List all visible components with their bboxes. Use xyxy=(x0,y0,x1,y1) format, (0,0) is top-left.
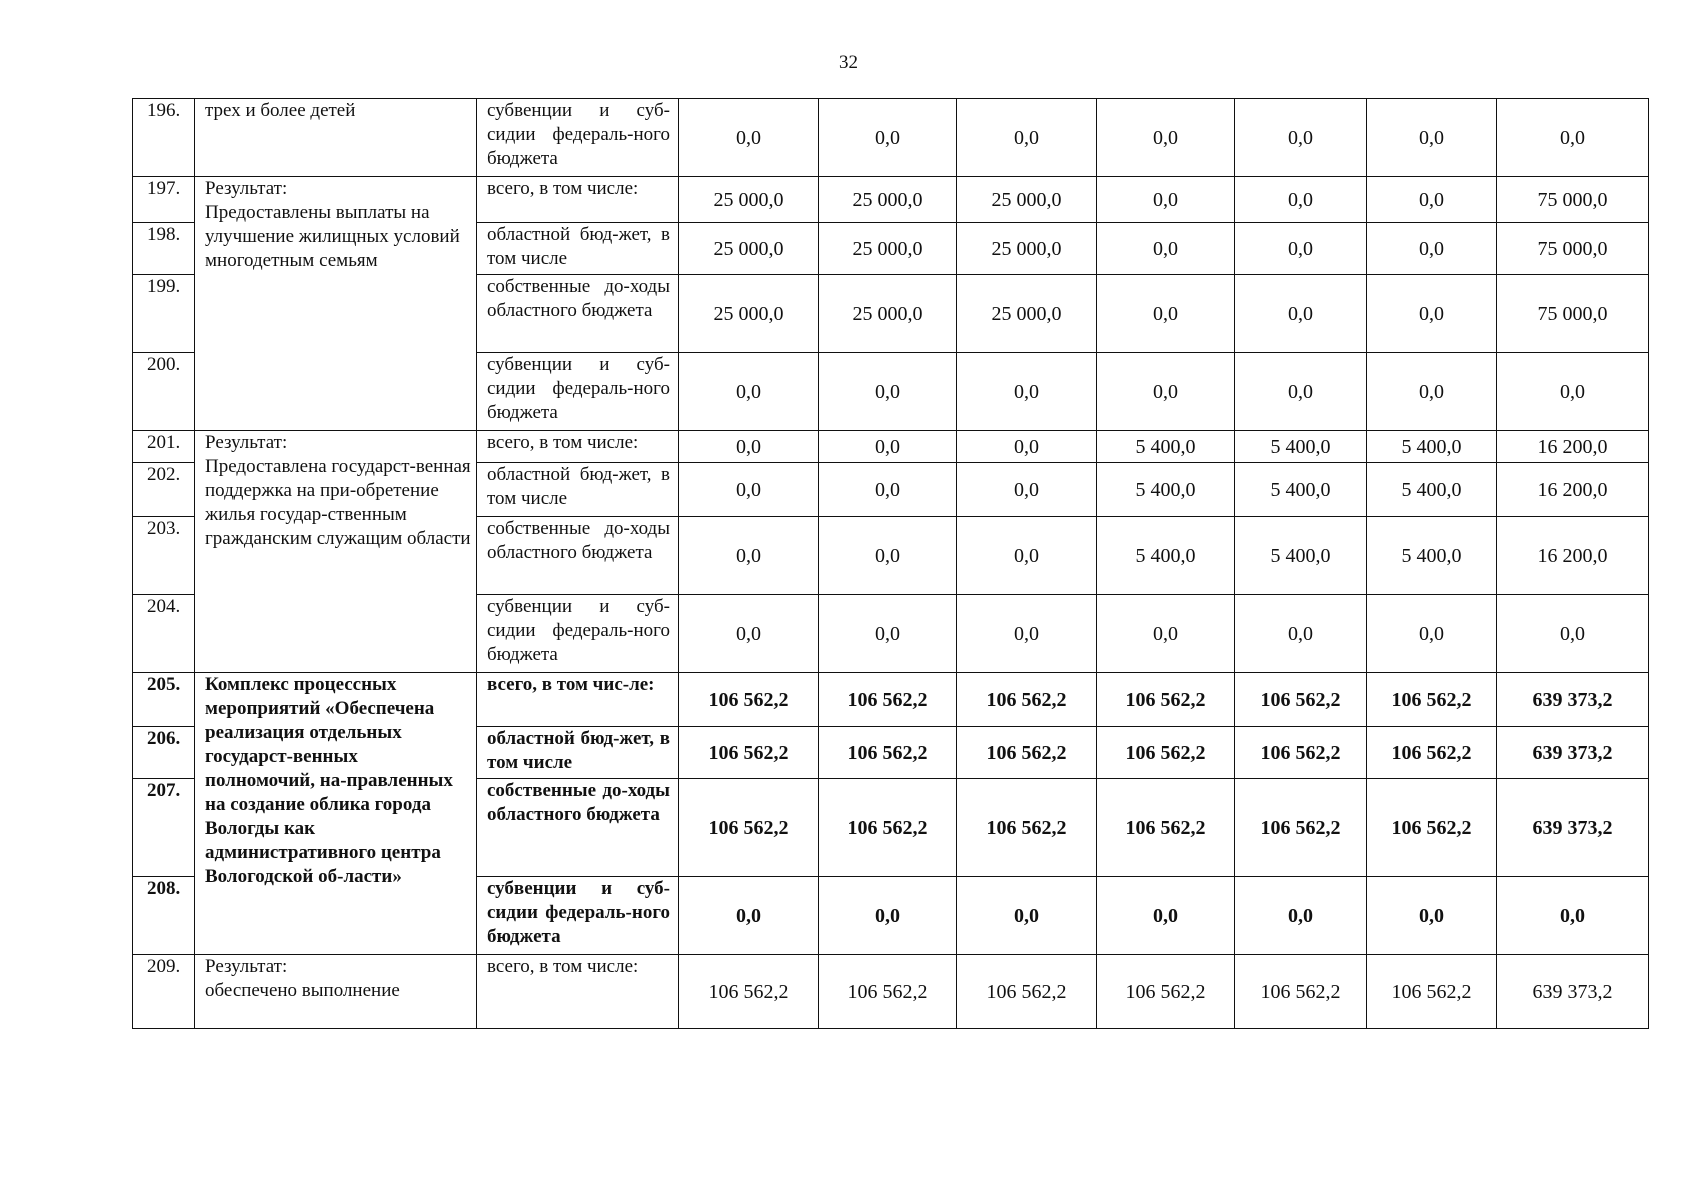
funding-source: всего, в том числе: xyxy=(477,177,679,223)
budget-table xyxy=(132,98,1649,1029)
value-cell: 0,0 xyxy=(819,517,957,595)
value-cell: 0,0 xyxy=(1097,877,1235,955)
row-number: 197. xyxy=(133,177,195,223)
funding-source: субвенции и суб-сидии федераль-ного бюджета xyxy=(477,353,679,431)
row-number: 209. xyxy=(133,955,195,1029)
table-row xyxy=(133,955,1649,1029)
value-cell: 106 562,2 xyxy=(957,779,1097,877)
value-cell: 106 562,2 xyxy=(957,673,1097,727)
row-number: 198. xyxy=(133,223,195,275)
value-cell: 0,0 xyxy=(1097,99,1235,177)
row-number: 207. xyxy=(133,779,195,877)
value-cell: 0,0 xyxy=(1367,99,1497,177)
value-cell: 0,0 xyxy=(819,99,957,177)
value-cell: 0,0 xyxy=(819,877,957,955)
value-cell: 0,0 xyxy=(1235,99,1367,177)
row-number: 200. xyxy=(133,353,195,431)
funding-source: областной бюд-жет, в том числе xyxy=(477,727,679,779)
value-cell: 0,0 xyxy=(1235,353,1367,431)
value-cell: 25 000,0 xyxy=(679,223,819,275)
value-cell: 0,0 xyxy=(679,517,819,595)
value-cell: 106 562,2 xyxy=(957,727,1097,779)
total-cell: 75 000,0 xyxy=(1497,223,1649,275)
total-cell: 16 200,0 xyxy=(1497,517,1649,595)
value-cell: 106 562,2 xyxy=(679,779,819,877)
value-cell: 106 562,2 xyxy=(957,955,1097,1029)
funding-source: областной бюд-жет, в том числе xyxy=(477,463,679,517)
value-cell: 0,0 xyxy=(1367,275,1497,353)
value-cell: 0,0 xyxy=(957,517,1097,595)
value-cell: 0,0 xyxy=(1367,177,1497,223)
row-number: 199. xyxy=(133,275,195,353)
value-cell: 0,0 xyxy=(1097,177,1235,223)
row-number: 203. xyxy=(133,517,195,595)
total-cell: 639 373,2 xyxy=(1497,673,1649,727)
total-cell: 75 000,0 xyxy=(1497,275,1649,353)
value-cell: 5 400,0 xyxy=(1235,431,1367,463)
value-cell: 0,0 xyxy=(679,353,819,431)
total-cell: 0,0 xyxy=(1497,595,1649,673)
funding-source: всего, в том числе: xyxy=(477,431,679,463)
value-cell: 25 000,0 xyxy=(819,223,957,275)
value-cell: 25 000,0 xyxy=(957,177,1097,223)
value-cell: 0,0 xyxy=(957,877,1097,955)
funding-source: собственные до-ходы областного бюджета xyxy=(477,275,679,353)
row-number: 205. xyxy=(133,673,195,727)
value-cell: 25 000,0 xyxy=(957,275,1097,353)
value-cell: 106 562,2 xyxy=(1235,955,1367,1029)
measure-name-text: Результат: Предоставлены выплаты на улучшение жилищных условий многодетным семьям xyxy=(205,178,460,271)
measure-name xyxy=(195,177,477,431)
total-cell: 75 000,0 xyxy=(1497,177,1649,223)
measure-name-text: Результат: Предоставлена государст-венная поддержка на при-обретение жилья государ-ственным гражданским служащим области xyxy=(205,432,471,549)
value-cell: 0,0 xyxy=(957,463,1097,517)
value-cell: 0,0 xyxy=(957,99,1097,177)
value-cell: 0,0 xyxy=(679,877,819,955)
value-cell: 0,0 xyxy=(1097,595,1235,673)
total-cell: 16 200,0 xyxy=(1497,463,1649,517)
value-cell: 0,0 xyxy=(1235,877,1367,955)
measure-name-text: Комплекс процессных мероприятий «Обеспечена реализация отдельных государст-венных полномочий, на-правленных на создание облика города Вологды как административного центра Вологодской об-ласти» xyxy=(205,674,453,887)
funding-source: всего, в том чис-ле: xyxy=(477,673,679,727)
measure-name xyxy=(195,431,477,673)
value-cell: 106 562,2 xyxy=(819,779,957,877)
value-cell: 0,0 xyxy=(1097,223,1235,275)
row-number: 196. xyxy=(133,99,195,177)
row-number: 202. xyxy=(133,463,195,517)
value-cell: 5 400,0 xyxy=(1235,517,1367,595)
funding-source: всего, в том числе: xyxy=(477,955,679,1029)
value-cell: 106 562,2 xyxy=(819,727,957,779)
value-cell: 106 562,2 xyxy=(1367,779,1497,877)
table-row xyxy=(133,673,1649,727)
value-cell: 5 400,0 xyxy=(1367,517,1497,595)
value-cell: 0,0 xyxy=(1367,223,1497,275)
value-cell: 0,0 xyxy=(1367,353,1497,431)
value-cell: 5 400,0 xyxy=(1367,431,1497,463)
total-cell: 0,0 xyxy=(1497,99,1649,177)
funding-source: областной бюд-жет, в том числе xyxy=(477,223,679,275)
value-cell: 0,0 xyxy=(1235,177,1367,223)
table-row xyxy=(133,99,1649,177)
value-cell: 106 562,2 xyxy=(1097,955,1235,1029)
table-row xyxy=(133,177,1649,223)
value-cell: 0,0 xyxy=(679,431,819,463)
value-cell: 5 400,0 xyxy=(1235,463,1367,517)
value-cell: 0,0 xyxy=(819,463,957,517)
measure-name xyxy=(195,955,477,1029)
table-row xyxy=(133,431,1649,463)
total-cell: 0,0 xyxy=(1497,877,1649,955)
value-cell: 106 562,2 xyxy=(1097,673,1235,727)
value-cell: 106 562,2 xyxy=(1235,727,1367,779)
value-cell: 5 400,0 xyxy=(1097,431,1235,463)
value-cell: 25 000,0 xyxy=(819,177,957,223)
value-cell: 0,0 xyxy=(1235,275,1367,353)
value-cell: 0,0 xyxy=(1097,275,1235,353)
row-number: 204. xyxy=(133,595,195,673)
funding-source: субвенции и суб-сидии федераль-ного бюджета xyxy=(477,99,679,177)
value-cell: 5 400,0 xyxy=(1097,517,1235,595)
value-cell: 25 000,0 xyxy=(957,223,1097,275)
total-cell: 639 373,2 xyxy=(1497,727,1649,779)
value-cell: 0,0 xyxy=(1235,223,1367,275)
value-cell: 0,0 xyxy=(679,99,819,177)
measure-name xyxy=(195,673,477,955)
row-number: 206. xyxy=(133,727,195,779)
page-number: 32 xyxy=(839,52,858,73)
value-cell: 106 562,2 xyxy=(1235,779,1367,877)
total-cell: 639 373,2 xyxy=(1497,779,1649,877)
measure-name: трех и более детей xyxy=(195,99,477,177)
row-number: 201. xyxy=(133,431,195,463)
value-cell: 0,0 xyxy=(957,431,1097,463)
value-cell: 106 562,2 xyxy=(1367,955,1497,1029)
funding-source: субвенции и суб-сидии федераль-ного бюджета xyxy=(477,595,679,673)
value-cell: 0,0 xyxy=(1235,595,1367,673)
measure-name-text: Результат: обеспечено выполнение xyxy=(205,956,400,1001)
value-cell: 0,0 xyxy=(819,595,957,673)
value-cell: 0,0 xyxy=(957,595,1097,673)
value-cell: 106 562,2 xyxy=(819,673,957,727)
total-cell: 16 200,0 xyxy=(1497,431,1649,463)
value-cell: 106 562,2 xyxy=(1097,779,1235,877)
value-cell: 0,0 xyxy=(1367,877,1497,955)
value-cell: 106 562,2 xyxy=(679,727,819,779)
value-cell: 5 400,0 xyxy=(1097,463,1235,517)
funding-source: собственные до-ходы областного бюджета xyxy=(477,779,679,877)
row-number: 208. xyxy=(133,877,195,955)
value-cell: 0,0 xyxy=(957,353,1097,431)
value-cell: 0,0 xyxy=(1367,595,1497,673)
value-cell: 25 000,0 xyxy=(679,275,819,353)
value-cell: 25 000,0 xyxy=(819,275,957,353)
funding-source: субвенции и суб-сидии федераль-ного бюджета xyxy=(477,877,679,955)
value-cell: 0,0 xyxy=(819,353,957,431)
value-cell: 0,0 xyxy=(679,595,819,673)
value-cell: 106 562,2 xyxy=(1235,673,1367,727)
value-cell: 0,0 xyxy=(1097,353,1235,431)
value-cell: 25 000,0 xyxy=(679,177,819,223)
funding-source: собственные до-ходы областного бюджета xyxy=(477,517,679,595)
value-cell: 106 562,2 xyxy=(679,673,819,727)
value-cell: 106 562,2 xyxy=(1367,727,1497,779)
value-cell: 106 562,2 xyxy=(1097,727,1235,779)
value-cell: 5 400,0 xyxy=(1367,463,1497,517)
value-cell: 0,0 xyxy=(679,463,819,517)
value-cell: 106 562,2 xyxy=(679,955,819,1029)
value-cell: 106 562,2 xyxy=(1367,673,1497,727)
total-cell: 0,0 xyxy=(1497,353,1649,431)
total-cell: 639 373,2 xyxy=(1497,955,1649,1029)
value-cell: 106 562,2 xyxy=(819,955,957,1029)
value-cell: 0,0 xyxy=(819,431,957,463)
